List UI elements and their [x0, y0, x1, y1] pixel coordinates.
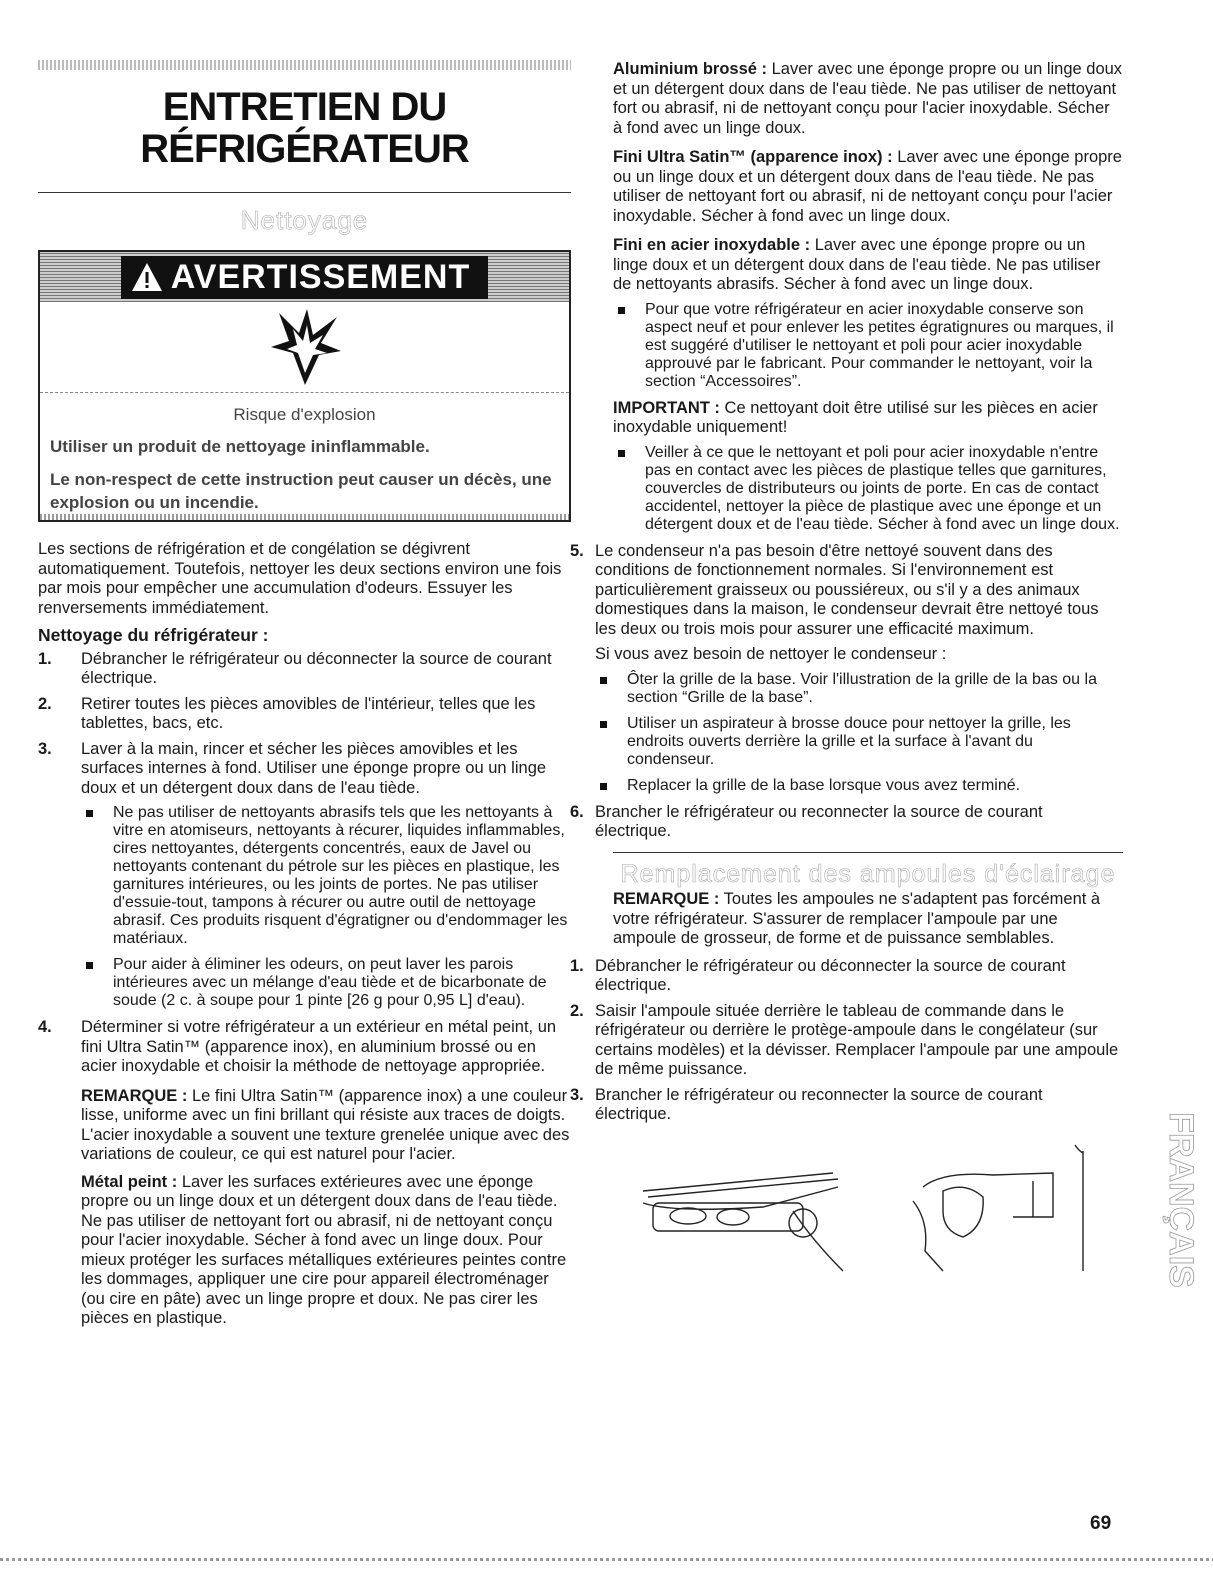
list-item [38, 650, 571, 689]
bulb-remark-text: Toutes les ampoules ne s'adaptent pas forcément à votre réfrigérateur. S'assurer de remplacer l'ampoule par une ampoule de grosseur, de forme et de puissance semblables. [613, 890, 1101, 947]
important-text: Ce nettoyant doit être utilisé sur les pièces en acier inoxydable uniquement! [613, 398, 1098, 436]
list-item [570, 957, 1123, 996]
step-number: 5. [570, 541, 584, 560]
bottom-rule [0, 1558, 1213, 1561]
intro-paragraph: Les sections de réfrigération et de congélation se dégivrent automatiquement. Toutefois, nettoyer les deux sections environ une fois par mois pour empêcher une accumulation d'odeurs. Essuyer les renversements immédiatement. [38, 540, 562, 617]
step-text: Brancher le réfrigérateur ou reconnecter la source de courant électrique. [595, 1085, 1043, 1123]
ultra-satin-text: Laver avec une éponge propre ou un linge doux et un détergent doux dans de l'eau tiède. Ne pas utiliser de nettoyant fort ou abrasif, ni de nettoyant conçu pour l'acier inoxydable. Sécher à fond avec un linge doux. [613, 148, 1122, 225]
step-number: 4. [38, 1018, 52, 1036]
subheading-cleaning: Nettoyage du réfrigérateur : [38, 625, 269, 645]
title-line-2: RÉFRIGÉRATEUR [140, 127, 469, 171]
remark-label: REMARQUE : [81, 1086, 188, 1105]
painted-metal-text: Laver les surfaces extérieures avec une éponge propre ou un linge doux et un détergent doux dans de l'eau tiède. Ne pas utiliser de nettoyant fort ou abrasif, ni de nettoyant conçu pour l'acier inoxydable. Sécher à fond avec un linge doux. Pour mieux protéger les surfaces métalliques extérieures peintes contre les dommages, appliquer une cire pour appareil électroménager (ou cire en pâte) avec un linge propre et doux. Ne pas cirer les pièces en plastique. [81, 1172, 567, 1327]
remark-text: Le fini Ultra Satin™ (apparence inox) a une couleur lisse, uniforme avec un fini brillant qui résiste aux traces de doigts. L'acier inoxydable a souvent une texture grenelée unique avec des variations de couleur, ce qui est naturel pour l'acier. [81, 1086, 570, 1163]
step-text: Le condenseur n'a pas besoin d'être nettoyé souvent dans des conditions de fonctionnement normales. Si l'environnement est particulièrement graisseux ou poussiéreux, ou s'il y a des animaux domestiques dans la maison, le condenseur devrait être nettoyé tous les deux ou trois mois pour assurer une efficacité maximum. [595, 541, 1099, 638]
remark-paragraph [81, 1087, 571, 1165]
brushed-aluminum-text: Laver avec une éponge propre ou un linge doux et un détergent doux dans de l'eau tiède. Ne pas utiliser de nettoyant fort ou abrasif, ni de nettoyant conçu pour l'acier inoxydable. Sécher à fond avec un linge doux. [613, 60, 1123, 137]
title-line-1: ENTRETIEN DU [162, 85, 447, 129]
step-number: 6. [570, 802, 584, 821]
list-item [570, 542, 1123, 795]
bullet-item [595, 777, 1123, 795]
bullet-item [613, 301, 1123, 391]
step-text: Laver à la main, rincer et sécher les pièces amovibles et les surfaces internes à fond. Utiliser une éponge propre ou un linge doux et un détergent doux dans de l'eau tiède. [81, 739, 547, 797]
bullet-text: Ôter la grille de la base. Voir l'illustration de la grille de la bas ou la section “Grille de la base”. [627, 670, 1097, 706]
title-divider [38, 192, 571, 193]
step-number: 3. [38, 739, 52, 758]
painted-metal-paragraph [81, 1173, 571, 1329]
step-number: 1. [38, 649, 52, 668]
right-column [570, 60, 1123, 1281]
cleaning-steps [38, 650, 571, 1165]
cleaning-steps-continued [570, 542, 1123, 842]
warning-hazard-title: Risque d'explosion [233, 405, 376, 424]
list-item [38, 1018, 571, 1165]
important-paragraph [613, 399, 1123, 438]
page-title [38, 86, 571, 170]
bullet-square-icon [600, 721, 607, 728]
bulb-remark-paragraph [613, 890, 1123, 949]
stainless-paragraph [613, 236, 1123, 295]
bullet-square-icon [86, 810, 93, 817]
step-text: Retirer toutes les pièces amovibles de l'intérieur, telles que les tablettes, bacs, etc. [81, 694, 536, 732]
bullet-square-icon [86, 962, 93, 969]
list-item [570, 1002, 1123, 1080]
bullet-item [613, 444, 1123, 534]
list-item [570, 1086, 1123, 1125]
left-column [38, 60, 571, 1329]
step-text: Débrancher le réfrigérateur ou déconnecter la source de courant électrique. [595, 956, 1066, 994]
step-number: 2. [38, 694, 52, 713]
warning-triangle-icon [131, 262, 163, 292]
list-item [38, 740, 571, 1011]
warning-consequence: Le non-respect de cette instruction peut causer un décès, une explosion ou un incendie. [50, 470, 552, 512]
painted-metal-label: Métal peint : [81, 1172, 178, 1191]
stainless-text: Laver avec une éponge propre ou un linge doux et un détergent doux dans de l'eau tiède. Ne pas utiliser de nettoyants abrasifs. Sécher à fond avec un linge doux. [613, 236, 1101, 293]
bullet-text: Pour que votre réfrigérateur en acier inoxydable conserve son aspect neuf et pour enlever les petites égratignures ou marques, il est suggéré d'utiliser le nettoyant et poli pour acier inoxydable approuvé par le fabricant. Pour commander le nettoyant, voir la section “Accessoires”. [645, 300, 1114, 390]
bullet-square-icon [600, 677, 607, 684]
bulb-illustration [613, 1141, 1123, 1281]
step-text: Débrancher le réfrigérateur ou déconnecter la source de courant électrique. [81, 649, 552, 687]
warning-banner-text: AVERTISSEMENT [170, 257, 471, 296]
bullet-text: Ne pas utiliser de nettoyants abrasifs tels que les nettoyants à vitre en atomiseurs, nettoyants à récurer, liquides inflammables, cires nettoyantes, détergents concentrés, eaux de Javel ou nettoyants contenant du pétrole sur les pièces en plastique, les garnitures intérieures, ou les joints de portes. Ne pas utiliser d'essuie-tout, tampons à récurer ou autre outil de nettoyage abrasif. Ces produits risquent d'égratigner ou d'endommager les matériaux. [113, 804, 568, 947]
step-text: Brancher le réfrigérateur ou reconnecter la source de courant électrique. [595, 802, 1043, 840]
list-item [38, 695, 571, 734]
section-heading-bulbs: Remplacement des ampoules d'éclairage [620, 859, 1116, 888]
bullet-text: Pour aider à éliminer les odeurs, on peut laver les parois intérieures avec un mélange d'eau tiède et de bicarbonate de soude (2 c. à soupe pour 1 pinte [26 g pour 0,95 L] d'eau). [113, 956, 547, 1009]
step-number: 2. [570, 1001, 584, 1020]
bullet-text: Replacer la grille de la base lorsque vous avez terminé. [627, 776, 1021, 794]
warning-box [38, 250, 571, 522]
bullet-square-icon [600, 783, 607, 790]
bullet-text: Veiller à ce que le nettoyant et poli pour acier inoxydable n'entre pas en contact avec les pièces de plastique telles que garnitures, couvercles de distributeurs ou joints de porte. En cas de contact accidentel, nettoyer la pièce de plastique avec une éponge et un détergent doux et de l'eau tiède. Sécher à fond avec un linge doux. [645, 443, 1120, 533]
brushed-aluminum-paragraph [613, 60, 1123, 138]
light-bulb-replacement-icon [613, 1141, 1093, 1281]
important-label: IMPORTANT : [613, 398, 720, 417]
ultra-satin-paragraph [613, 148, 1123, 226]
step-text: Saisir l'ampoule située derrière le tableau de commande dans le réfrigérateur ou derrière le protège-ampoule dans le congélateur (sur certains modèles) et la dévisser. Remplacer l'ampoule par une ampoule de même puissance. [595, 1001, 1119, 1078]
step-number: 1. [570, 956, 584, 975]
bullet-square-icon [618, 450, 625, 457]
bullet-square-icon [618, 307, 625, 314]
bulb-steps [570, 957, 1123, 1125]
stainless-label: Fini en acier inoxydable : [613, 236, 811, 254]
step-subtext: Si vous avez besoin de nettoyer le condenseur : [595, 645, 947, 663]
warning-banner [40, 252, 569, 302]
bullet-item [595, 715, 1123, 769]
warning-instruction: Utiliser un produit de nettoyage ininflammable. [50, 437, 430, 456]
explosion-pictogram [40, 302, 569, 393]
section-divider [613, 852, 1123, 853]
bulb-remark-label: REMARQUE : [613, 890, 720, 908]
bullet-item [595, 671, 1123, 707]
ultra-satin-label: Fini Ultra Satin™ (apparence inox) : [613, 148, 893, 166]
explosion-icon [265, 307, 345, 387]
bullet-item [81, 804, 571, 948]
dotted-top-rule [38, 60, 571, 70]
brushed-aluminum-label: Aluminium brossé : [613, 60, 768, 78]
bullet-item [81, 956, 571, 1010]
section-heading-nettoyage: Nettoyage [240, 205, 369, 235]
language-tab [1150, 1050, 1200, 1350]
page-number: 69 [1090, 1513, 1112, 1534]
warning-footer-rule [40, 514, 569, 520]
bullet-text: Utiliser un aspirateur à brosse douce pour nettoyer la grille, les endroits ouverts derrière la grille et la surface à l'avant du condenseur. [627, 714, 1071, 768]
language-tab-text: FRANÇAIS [1162, 1112, 1200, 1288]
list-item [570, 803, 1123, 842]
step-text: Déterminer si votre réfrigérateur a un extérieur en métal peint, un fini Ultra Satin™ (apparence inox), en aluminium brossé ou en acier inoxydable et choisir la méthode de nettoyage appropriée. [81, 1018, 557, 1075]
step-number: 3. [570, 1085, 584, 1104]
